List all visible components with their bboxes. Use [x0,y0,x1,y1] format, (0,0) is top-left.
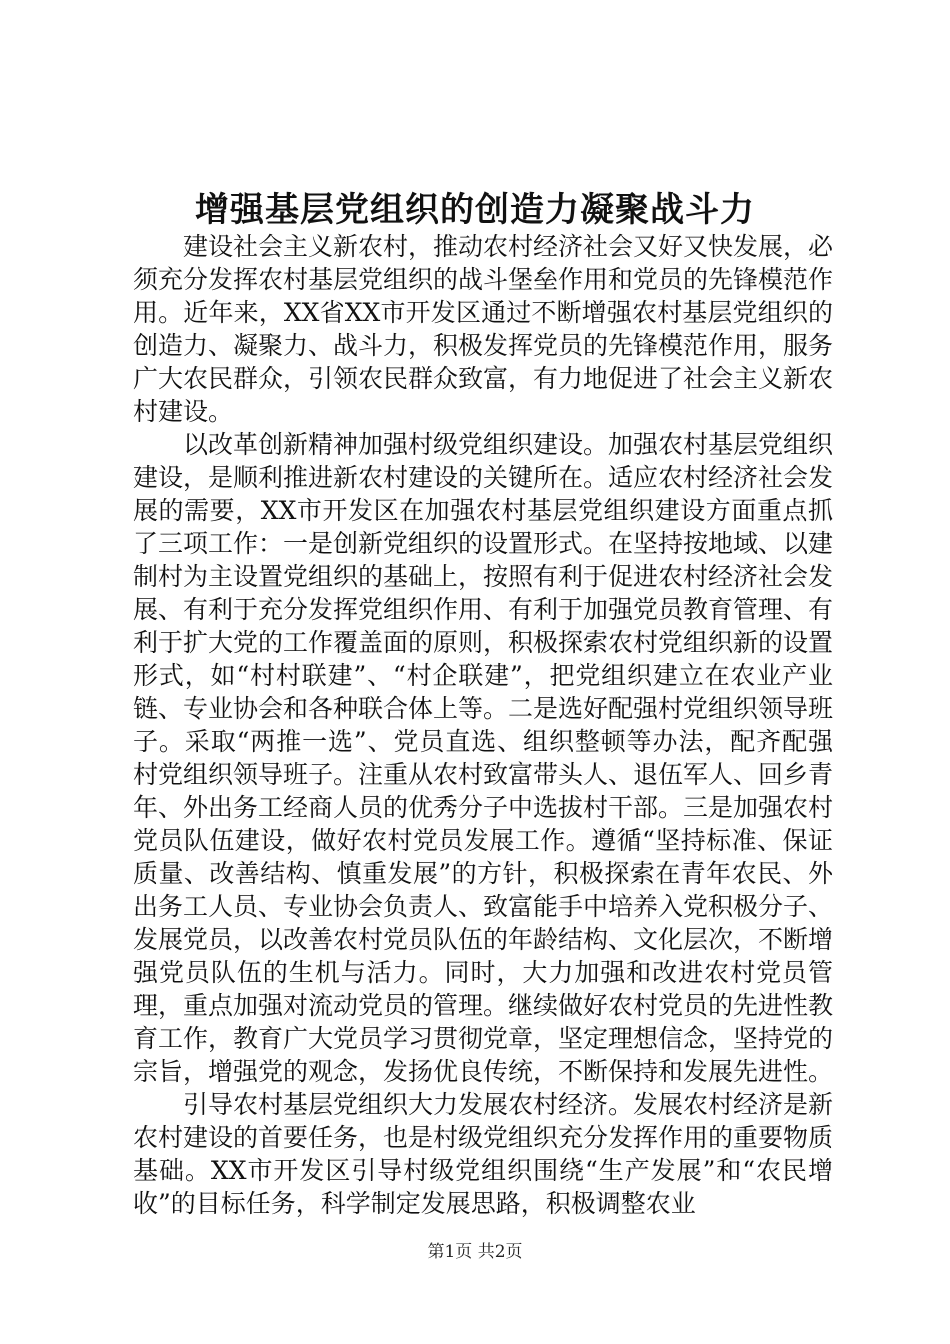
document-body [133,230,833,1220]
paragraph-intro: 建设社会主义新农村，推动农村经济社会又好又快发展，必须充分发挥农村基层党组织的战斗堡垒作用和党员的先锋模范作用。近年来，XX省XX市开发区通过不断增强农村基层党组织的创造力、凝聚力、战斗力，积极发挥党员的先锋模范作用，服务广大农民群众，引领农民群众致富，有力地促进了社会主义新农村建设。 [133,232,834,426]
paragraph-party-building: 以改革创新精神加强村级党组织建设。加强农村基层党组织建设，是顺利推进新农村建设的关键所在。适应农村经济社会发展的需要，XX市开发区在加强农村基层党组织建设方面重点抓了三项工作：一是创新党组织的设置形式。在坚持按地域、以建制村为主设置党组织的基础上，按照有利于促进农村经济社会发展、有利于充分发挥党组织作用、有利于加强党员教育管理、有利于扩大党的工作覆盖面的原则，积极探索农村党组织新的设置形式，如“村村联建”、“村企联建”，把党组织建立在农业产业链、专业协会和各种联合体上等。二是选好配强村党组织领导班子。采取“两推一选”、党员直选、组织整顿等办法，配齐配强村党组织领导班子。注重从农村致富带头人、退伍军人、回乡青年、外出务工经商人员的优秀分子中选拔村干部。三是加强农村党员队伍建设，做好农村党员发展工作。遵循“坚持标准、保证质量、改善结构、慎重发展”的方针，积极探索在青年农民、外出务工人员、专业协会负责人、致富能手中培养入党积极分子、发展党员，以改善农村党员队伍的年龄结构、文化层次，不断增强党员队伍的生机与活力。同时，大力加强和改进农村党员管理，重点加强对流动党员的管理。继续做好农村党员的先进性教育工作，教育广大党员学习贯彻党章，坚定理想信念，坚持党的宗旨，增强党的观念，发扬优良传统，不断保持和发展先进性。 [133,430,834,1086]
paragraph-rural-economy: 引导农村基层党组织大力发展农村经济。发展农村经济是新农村建设的首要任务，也是村级党组织充分发挥作用的重要物质基础。XX市开发区引导村级党组织围绕“生产发展”和“农民增收”的目标任务，科学制定发展思路，积极调整农业 [133,1090,834,1218]
document-title: 增强基层党组织的创造力凝聚战斗力 [195,190,755,230]
page-footer: 第1页 共2页 [427,1242,523,1262]
